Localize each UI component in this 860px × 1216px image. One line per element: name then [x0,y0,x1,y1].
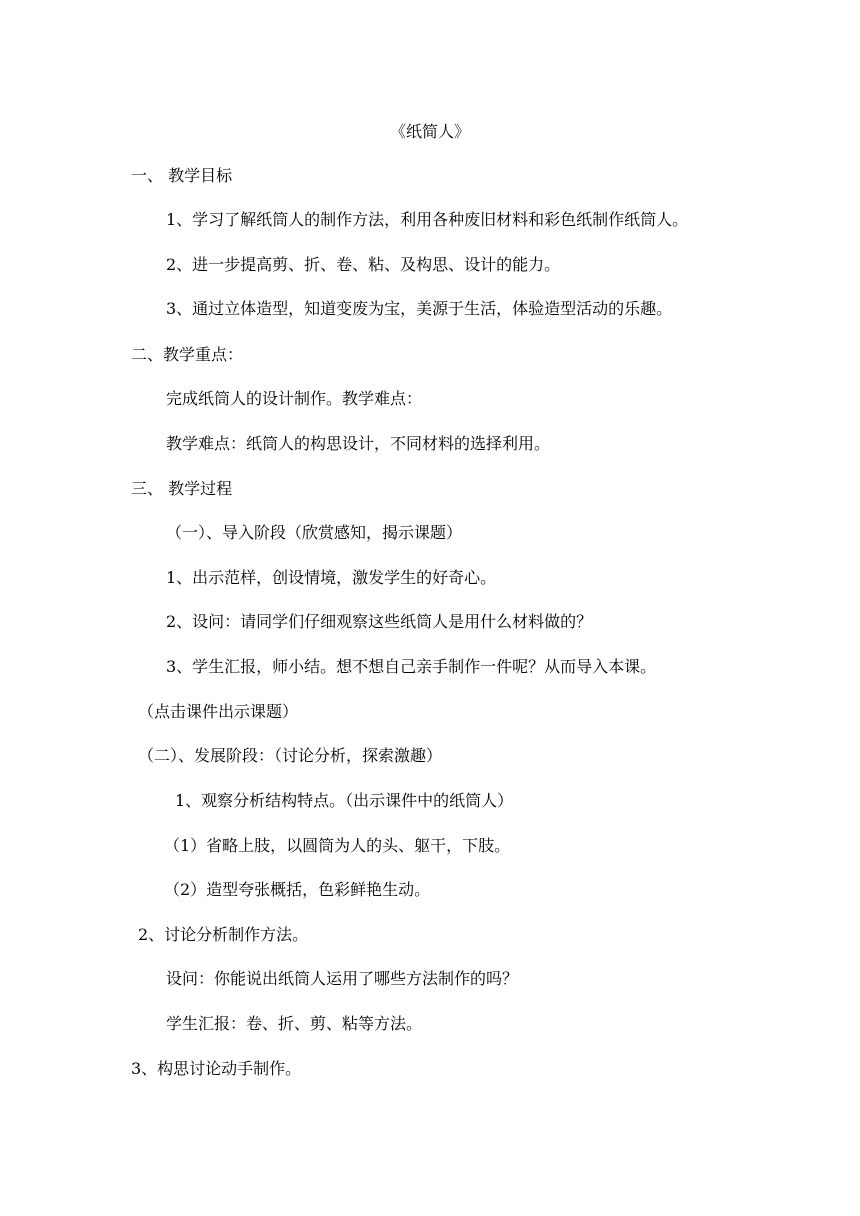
phase-2-step-2-answer: 学生汇报：卷、折、剪、粘等方法。 [166,1014,423,1033]
section-heading-objectives: 一、 教学目标 [131,166,233,185]
phase-1-note: （点击课件出示课题） [138,702,299,721]
phase-1-step-3: 3、学生汇报，师小结。想不想自己亲手制作一件呢？从而导入本课。 [166,657,657,676]
phase-2-step-1: 1、观察分析结构特点。（出示课件中的纸筒人） [175,791,514,810]
phase-1-step-1: 1、出示范样，创设情境，激发学生的好奇心。 [166,568,497,587]
phase-2-step-2-question: 设问：你能说出纸筒人运用了哪些方法制作的吗？ [166,969,519,988]
phase-2-step-2: 2、讨论分析制作方法。 [138,925,309,944]
objective-item-1: 1、学习了解纸筒人的制作方法，利用各种废旧材料和彩色纸制作纸筒人。 [166,210,689,229]
phase-2-step-3: 3、构思讨论动手制作。 [131,1059,302,1078]
section-heading-key-points: 二、教学重点： [131,345,244,364]
phase-1-step-2: 2、设问：请同学们仔细观察这些纸筒人是用什么材料做的？ [166,612,593,631]
phase-1-heading: （一）、导入阶段（欣赏感知，揭示课题） [166,523,463,542]
difficulty-text: 教学难点：纸筒人的构思设计，不同材料的选择利用。 [166,434,551,453]
phase-2-heading: （二）、发展阶段：（讨论分析，探索激趣） [138,746,443,765]
document-title: 《纸简人》 [389,122,470,141]
phase-2-step-1-sub-1: （1）省略上肢，以圆筒为人的头、躯干，下肢。 [164,836,511,855]
objective-item-2: 2、进一步提高剪、折、卷、粘、及构思、设计的能力。 [166,255,561,274]
section-heading-process: 三、 教学过程 [131,479,233,498]
key-point-text: 完成纸筒人的设计制作。教学难点： [166,389,423,408]
objective-item-3: 3、通过立体造型，知道变废为宝，美源于生活，体验造型活动的乐趣。 [166,299,673,318]
phase-2-step-1-sub-2: （2）造型夸张概括，色彩鲜艳生动。 [164,880,431,899]
